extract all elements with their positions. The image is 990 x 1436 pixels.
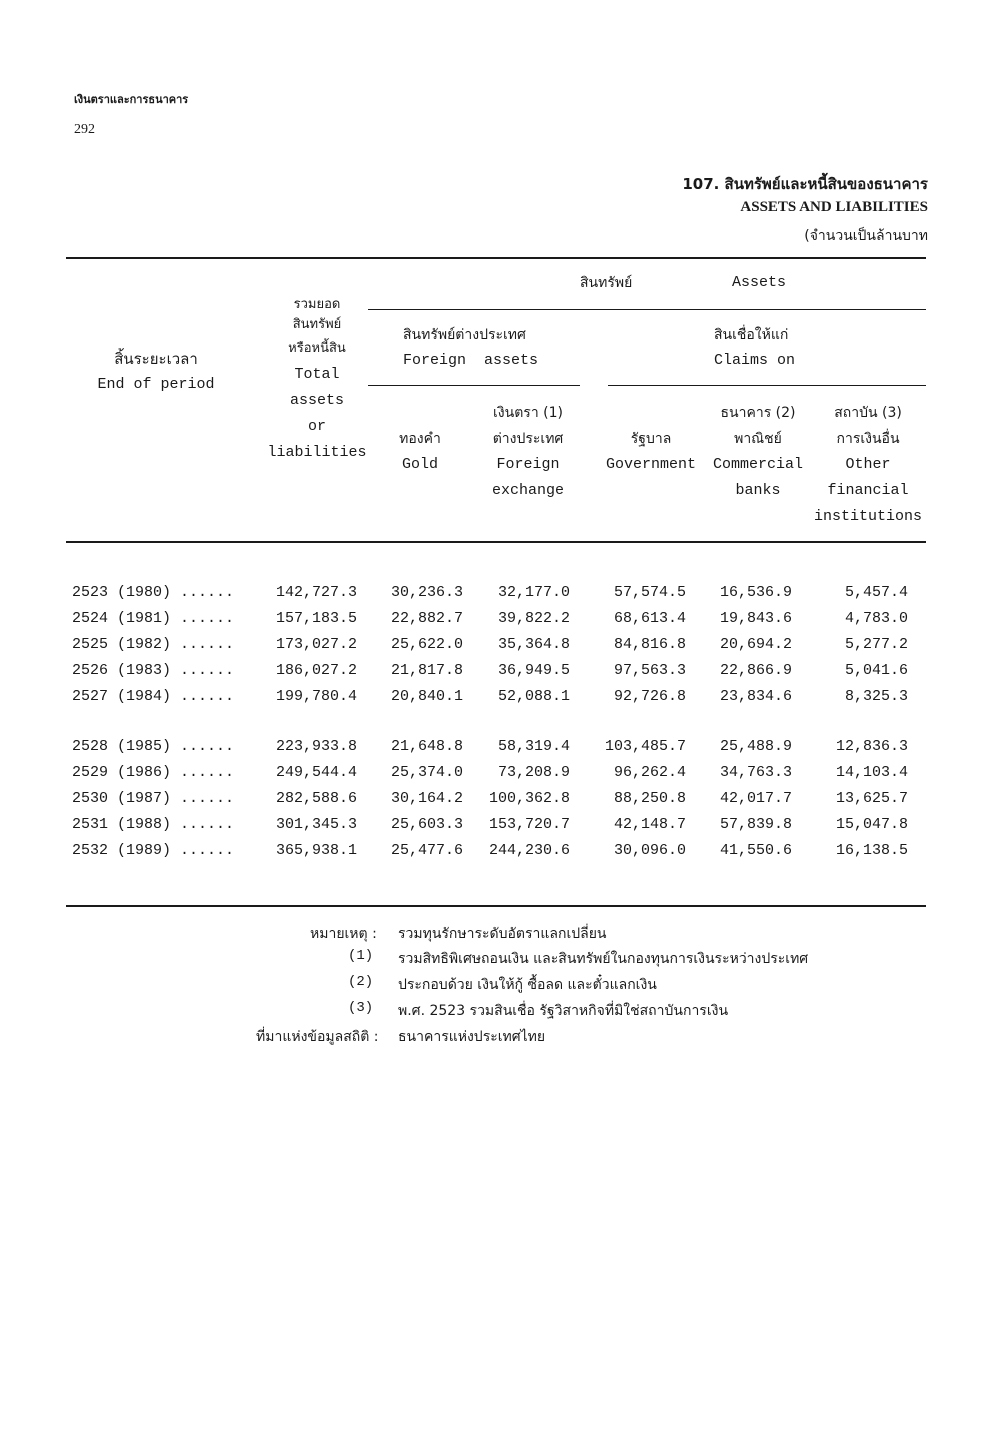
header-claims-thai: สินเชื่อให้แก่ xyxy=(714,327,789,343)
header-gold xyxy=(390,426,450,478)
cell-gold: 21,648.8 xyxy=(390,738,463,755)
header-fx-thai-2: ต่างประเทศ xyxy=(492,431,564,447)
header-other-institutions xyxy=(810,400,926,530)
table-top-rule xyxy=(66,257,926,259)
header-commercial-banks xyxy=(708,400,808,504)
header-foreign-assets-english: Foreign assets xyxy=(403,352,539,369)
cell-gold: 25,477.6 xyxy=(390,842,463,859)
cell-foreign-exchange: 39,822.2 xyxy=(497,610,570,627)
cell-commercial-banks: 16,536.9 xyxy=(719,584,792,601)
table-bottom-rule xyxy=(66,905,926,907)
header-total-english-4: liabilities xyxy=(267,444,367,461)
header-government-english: Government xyxy=(605,456,696,473)
note-2-text: ประกอบด้วย เงินให้กู้ ซื้อลด และตั๋วแลกเงิน xyxy=(398,977,657,993)
cell-commercial-banks: 25,488.9 xyxy=(719,738,792,755)
cell-total: 142,727.3 xyxy=(275,584,357,601)
header-total-thai-1: รวมยอด xyxy=(293,297,341,312)
remark-label: หมายเหตุ : xyxy=(310,926,377,942)
header-claims-on xyxy=(714,322,795,374)
cell-total: 223,933.8 xyxy=(275,738,357,755)
cell-total: 249,544.4 xyxy=(275,764,357,781)
note-1-marker: (1) xyxy=(348,948,374,964)
header-foreign-assets-thai: สินทรัพย์ต่างประเทศ xyxy=(403,327,526,343)
cell-other-institutions: 4,783.0 xyxy=(844,610,908,627)
cell-commercial-banks: 57,839.8 xyxy=(719,816,792,833)
cell-gold: 25,374.0 xyxy=(390,764,463,781)
source-label: ที่มาแห่งข้อมูลสถิติ : xyxy=(256,1029,379,1045)
cell-government: 88,250.8 xyxy=(613,790,686,807)
note-3-marker: (3) xyxy=(348,1000,374,1016)
unit-note: (จำนวนเป็นล้านบาท xyxy=(804,228,928,244)
header-banks-thai-1: ธนาคาร (2) xyxy=(720,405,796,421)
header-total xyxy=(258,296,376,466)
cell-government: 30,096.0 xyxy=(613,842,686,859)
cell-gold: 21,817.8 xyxy=(390,662,463,679)
table-title-thai: 107. สินทรัพย์และหนี้สินของธนาคาร xyxy=(682,175,928,193)
note-2-marker: (2) xyxy=(348,974,374,990)
header-total-thai-2: สินทรัพย์ xyxy=(292,317,342,332)
cell-period: 2525 (1982) ...... xyxy=(72,636,235,653)
cell-government: 92,726.8 xyxy=(613,688,686,705)
cell-gold: 25,603.3 xyxy=(390,816,463,833)
header-total-thai-3: หรือหนี้สิน xyxy=(288,341,346,356)
header-government-thai: รัฐบาล xyxy=(630,431,672,447)
cell-gold: 30,236.3 xyxy=(390,584,463,601)
cell-period: 2524 (1981) ...... xyxy=(72,610,235,627)
note-1-text: รวมสิทธิพิเศษถอนเงิน และสินทรัพย์ในกองทุนการเงินระหว่างประเทศ xyxy=(398,951,809,967)
cell-period: 2527 (1984) ...... xyxy=(72,688,235,705)
cell-foreign-exchange: 58,319.4 xyxy=(497,738,570,755)
header-assets-english: Assets xyxy=(732,274,787,291)
cell-foreign-exchange: 244,230.6 xyxy=(488,842,570,859)
header-total-english-2: assets xyxy=(289,392,344,409)
cell-foreign-exchange: 35,364.8 xyxy=(497,636,570,653)
cell-commercial-banks: 19,843.6 xyxy=(719,610,792,627)
header-other-thai-2: การเงินอื่น xyxy=(836,431,900,447)
header-total-english-1: Total xyxy=(294,366,340,383)
foreign-group-rule xyxy=(368,385,580,386)
cell-period: 2523 (1980) ...... xyxy=(72,584,235,601)
header-banks-english-1: Commercial xyxy=(712,456,803,473)
cell-gold: 22,882.7 xyxy=(390,610,463,627)
claims-group-rule xyxy=(608,385,926,386)
header-gold-english: Gold xyxy=(401,456,438,473)
header-government xyxy=(602,426,700,478)
cell-period: 2526 (1983) ...... xyxy=(72,662,235,679)
header-foreign-exchange xyxy=(476,400,580,504)
cell-total: 157,183.5 xyxy=(275,610,357,627)
cell-government: 97,563.3 xyxy=(613,662,686,679)
header-other-english-2: financial xyxy=(827,482,909,499)
cell-total: 301,345.3 xyxy=(275,816,357,833)
cell-total: 365,938.1 xyxy=(275,842,357,859)
header-claims-english: Claims on xyxy=(714,352,796,369)
cell-period: 2530 (1987) ...... xyxy=(72,790,235,807)
cell-total: 282,588.6 xyxy=(275,790,357,807)
cell-total: 199,780.4 xyxy=(275,688,357,705)
cell-other-institutions: 5,277.2 xyxy=(844,636,908,653)
cell-other-institutions: 14,103.4 xyxy=(835,764,908,781)
header-total-english-3: or xyxy=(307,418,326,435)
assets-group-rule xyxy=(368,309,926,310)
cell-government: 42,148.7 xyxy=(613,816,686,833)
cell-government: 84,816.8 xyxy=(613,636,686,653)
cell-other-institutions: 5,041.6 xyxy=(844,662,908,679)
header-gold-thai: ทองคำ xyxy=(399,431,441,447)
header-period-english: End of period xyxy=(97,376,215,393)
note-3-text: พ.ศ. 2523 รวมสินเชื่อ รัฐวิสาหกิจที่มิใช่สถาบันการเงิน xyxy=(398,1003,729,1019)
cell-gold: 30,164.2 xyxy=(390,790,463,807)
cell-other-institutions: 15,047.8 xyxy=(835,816,908,833)
cell-foreign-exchange: 52,088.1 xyxy=(497,688,570,705)
cell-other-institutions: 13,625.7 xyxy=(835,790,908,807)
cell-gold: 25,622.0 xyxy=(390,636,463,653)
header-fx-english-2: exchange xyxy=(491,482,564,499)
header-bottom-rule xyxy=(66,541,926,543)
running-head: เงินตราและการธนาคาร xyxy=(74,93,189,106)
header-fx-thai-1: เงินตรา (1) xyxy=(493,405,563,421)
table-title-english: ASSETS AND LIABILITIES xyxy=(740,199,928,215)
cell-gold: 20,840.1 xyxy=(390,688,463,705)
cell-period: 2531 (1988) ...... xyxy=(72,816,235,833)
cell-foreign-exchange: 73,208.9 xyxy=(497,764,570,781)
cell-commercial-banks: 41,550.6 xyxy=(719,842,792,859)
header-other-english-1: Other xyxy=(845,456,891,473)
header-assets-thai: สินทรัพย์ xyxy=(580,275,633,291)
cell-commercial-banks: 23,834.6 xyxy=(719,688,792,705)
cell-government: 103,485.7 xyxy=(604,738,686,755)
cell-total: 173,027.2 xyxy=(275,636,357,653)
cell-period: 2529 (1986) ...... xyxy=(72,764,235,781)
header-period xyxy=(66,346,246,398)
cell-other-institutions: 5,457.4 xyxy=(844,584,908,601)
header-banks-english-2: banks xyxy=(735,482,781,499)
cell-foreign-exchange: 153,720.7 xyxy=(488,816,570,833)
cell-other-institutions: 12,836.3 xyxy=(835,738,908,755)
cell-period: 2532 (1989) ...... xyxy=(72,842,235,859)
header-fx-english-1: Foreign xyxy=(496,456,560,473)
cell-other-institutions: 8,325.3 xyxy=(844,688,908,705)
cell-period: 2528 (1985) ...... xyxy=(72,738,235,755)
header-period-thai: สิ้นระยะเวลา xyxy=(114,350,198,368)
cell-commercial-banks: 42,017.7 xyxy=(719,790,792,807)
header-foreign-assets xyxy=(403,322,538,374)
page-number: 292 xyxy=(74,122,95,137)
remark-text: รวมทุนรักษาระดับอัตราแลกเปลี่ยน xyxy=(398,926,607,942)
cell-commercial-banks: 20,694.2 xyxy=(719,636,792,653)
cell-total: 186,027.2 xyxy=(275,662,357,679)
cell-commercial-banks: 22,866.9 xyxy=(719,662,792,679)
header-banks-thai-2: พาณิชย์ xyxy=(734,431,782,447)
cell-government: 68,613.4 xyxy=(613,610,686,627)
cell-foreign-exchange: 36,949.5 xyxy=(497,662,570,679)
cell-foreign-exchange: 32,177.0 xyxy=(497,584,570,601)
cell-commercial-banks: 34,763.3 xyxy=(719,764,792,781)
cell-foreign-exchange: 100,362.8 xyxy=(488,790,570,807)
cell-other-institutions: 16,138.5 xyxy=(835,842,908,859)
header-other-english-3: institutions xyxy=(813,508,923,525)
cell-government: 57,574.5 xyxy=(613,584,686,601)
cell-government: 96,262.4 xyxy=(613,764,686,781)
header-other-thai-1: สถาบัน (3) xyxy=(834,405,902,421)
source-text: ธนาคารแห่งประเทศไทย xyxy=(398,1029,546,1045)
